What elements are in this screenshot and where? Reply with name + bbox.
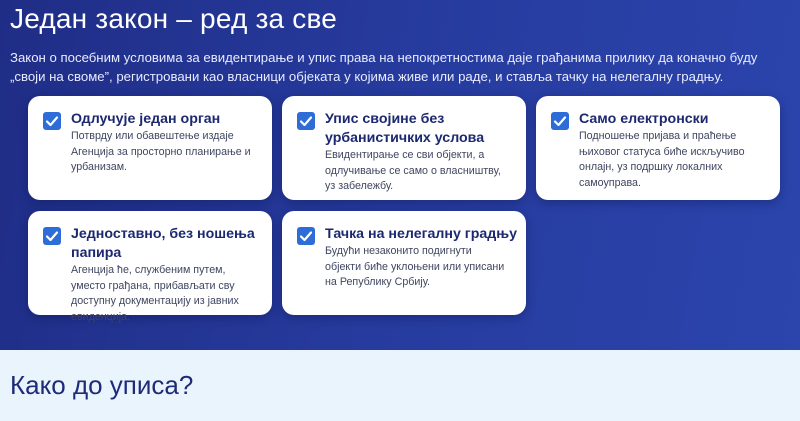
card-text: Евидентирање се сви објекти, а одлучивање се само о власништву, уз забележбу. <box>325 149 501 192</box>
feature-card-single-authority <box>28 96 272 200</box>
card-text: Агенција ће, службеним путем, уместо грађана, прибављати сву доступну документацију из јавних евиденција. <box>71 264 239 323</box>
hero-intro-text: Закон о посебним условима за евидентирање и упис права на непокретностима даје грађанима прилику да коначно буду „своји на своме”, регистровани као власници објеката у којима живе или раде, и ставља тачку на нелегалну градњу. <box>10 50 758 84</box>
card-title: Тачка на нелегалну градњу <box>325 226 518 242</box>
card-text: Будући незаконито подигнути објекти биће уклоњени или уписани на Републику Србију. <box>325 245 505 288</box>
checkbox-checked-icon <box>43 112 61 130</box>
card-text: Подношење пријава и праћење њиховог статуса биће искључиво онлајн, уз подршку локалних самоуправа. <box>579 130 745 189</box>
card-title: Одлучује један орган <box>71 111 221 127</box>
feature-card-electronic-only <box>536 96 780 200</box>
checkbox-checked-icon <box>297 112 315 130</box>
card-title: Упис својине без урбанистичких услова <box>325 111 485 146</box>
feature-card-ownership-registration <box>282 96 526 200</box>
card-title: Само електронски <box>579 111 709 127</box>
checkbox-checked-icon <box>297 227 315 245</box>
card-text: Потврду или обавештење издаје Агенција за просторно планирање и урбанизам. <box>71 130 251 173</box>
how-to-register-section <box>0 350 800 421</box>
feature-card-no-paperwork <box>28 211 272 323</box>
feature-card-end-illegal-construction <box>282 211 526 315</box>
checkbox-checked-icon <box>43 227 61 245</box>
checkbox-checked-icon <box>551 112 569 130</box>
section-heading: Како до уписа? <box>10 370 194 400</box>
page-title: Један закон – ред за све <box>10 3 338 34</box>
card-title: Једноставно, без ношења папира <box>71 226 255 261</box>
